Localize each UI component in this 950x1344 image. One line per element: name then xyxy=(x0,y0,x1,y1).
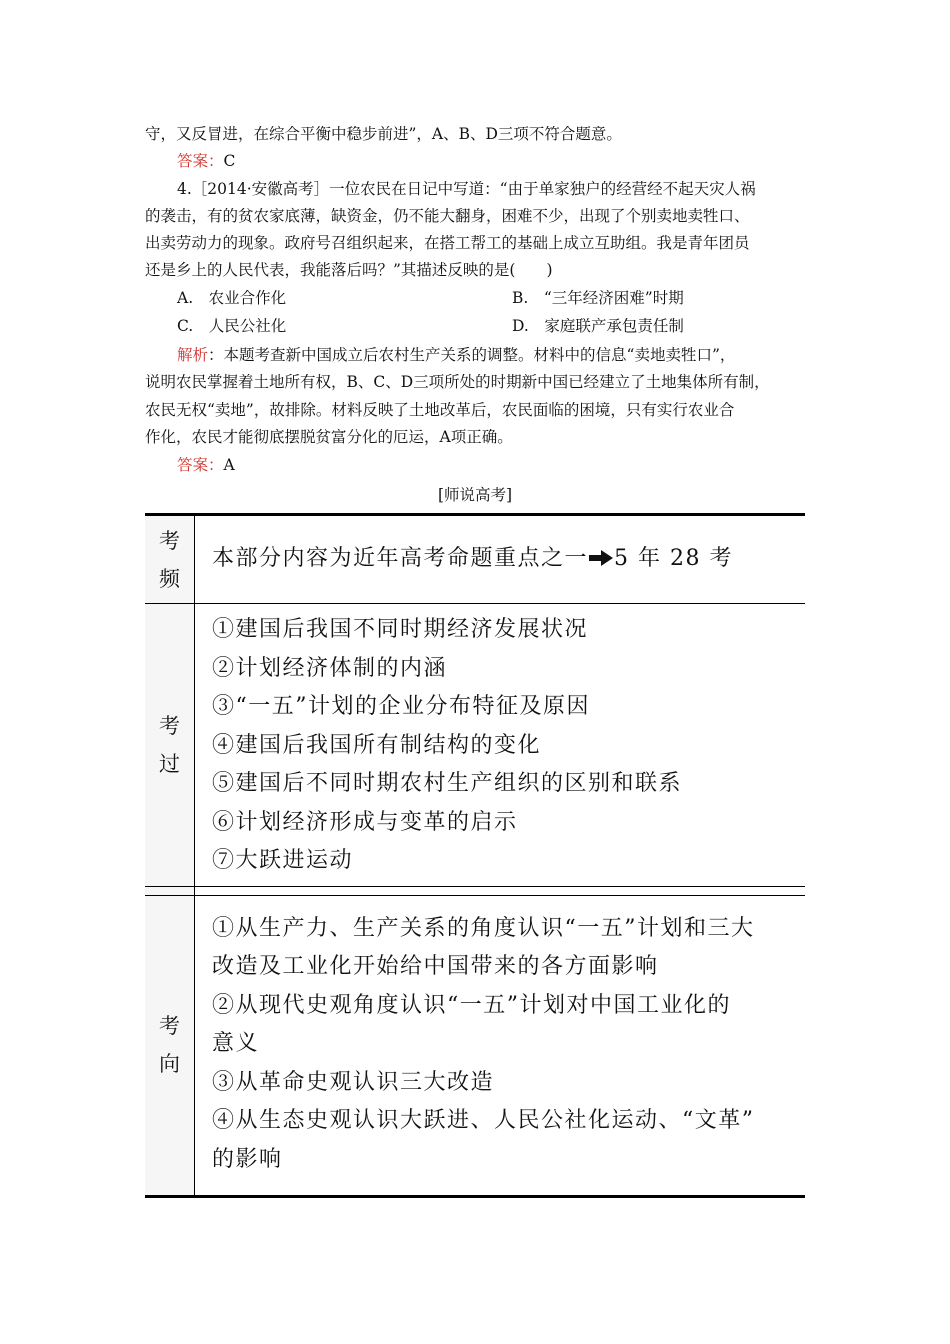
future-row xyxy=(145,895,805,1197)
answer-label: 答案： xyxy=(177,456,224,474)
frequency-content: 本部分内容为近年高考命题重点之一 5 年 28 考 xyxy=(195,515,806,604)
future-line: ②从现代史观角度认识“一五”计划对中国工业化的 xyxy=(212,992,731,1018)
question-line: 4.［2014·安徽高考］一位农民在日记中写道：“由于单家独户的经营经不起天灾人祸 xyxy=(177,180,756,198)
exam-info-table xyxy=(145,513,805,1198)
past-row xyxy=(145,604,805,887)
table-gap xyxy=(145,886,805,895)
option-c: C. 人民公社化 xyxy=(177,317,287,335)
future-line: ①从生产力、生产关系的角度认识“一五”计划和三大 xyxy=(212,915,755,941)
answer-value: C xyxy=(223,152,236,170)
options-row xyxy=(177,288,737,308)
past-label: 考过 xyxy=(145,604,195,887)
options-row xyxy=(177,316,737,336)
answer xyxy=(177,455,837,475)
past-item: ④建国后我国所有制结构的变化 xyxy=(212,732,542,758)
future-line: 的影响 xyxy=(212,1146,283,1172)
answer-value: A xyxy=(223,456,235,474)
future-content xyxy=(195,895,806,1197)
question-line: 还是乡上的人民代表，我能落后吗？”其描述反映的是( ) xyxy=(145,261,553,279)
frequency-row xyxy=(145,515,805,604)
previous-answer xyxy=(177,151,837,171)
answer-label: 答案： xyxy=(177,152,224,170)
past-item: ⑦大跃进运动 xyxy=(212,848,354,873)
past-item: ⑥计划经济形成与变革的启示 xyxy=(212,809,518,835)
future-line: 改造及工业化开始给中国带来的各方面影响 xyxy=(212,954,659,979)
option-a: A. 农业合作化 xyxy=(177,289,287,307)
arrow-right-icon xyxy=(589,550,613,566)
option-b: B. “三年经济困难”时期 xyxy=(512,289,684,307)
future-line: ③从革命史观认识三大改造 xyxy=(212,1069,495,1095)
analysis-label: 解析 xyxy=(177,346,209,364)
past-content xyxy=(195,604,806,887)
past-item: ③“一五”计划的企业分布特征及原因 xyxy=(212,694,590,719)
question-line: 出卖劳动力的现象。政府号召组织起来，在搭工帮工的基础上成立互助组。我是青年团员 xyxy=(145,234,750,252)
question-line: 的袭击，有的贫农家底薄，缺资金，仍不能大翻身，困难不少，出现了个别卖地卖牲口、 xyxy=(145,207,750,225)
future-line: 意义 xyxy=(212,1031,260,1056)
option-d: D. 家庭联产承包责任制 xyxy=(512,317,684,335)
intro-line: 守，又反冒进，在综合平衡中稳步前进”，A、B、D三项不符合题意。 xyxy=(145,125,622,143)
frequency-label: 考频 xyxy=(145,515,195,604)
future-line: ④从生态史观认识大跃进、人民公社化运动、“文革” xyxy=(212,1108,755,1133)
analysis-line: 说明农民掌握着土地所有权，B、C、D三项所处的时期新中国已经建立了土地集体所有制， xyxy=(145,373,770,391)
past-item: ①建国后我国不同时期经济发展状况 xyxy=(212,617,589,642)
section-title: [师说高考] xyxy=(437,486,513,504)
analysis-line: 作化，农民才能彻底摆脱贫富分化的厄运，A项正确。 xyxy=(145,428,513,446)
past-item: ②计划经济体制的内涵 xyxy=(212,655,448,681)
analysis-line: 农民无权“卖地”，故排除。材料反映了土地改革后，农民面临的困境，只有实行农业合 xyxy=(145,401,735,419)
past-item: ⑤建国后不同时期农村生产组织的区别和联系 xyxy=(212,771,683,796)
analysis-line: 解析：本题考查新中国成立后农村生产关系的调整。材料中的信息“卖地卖牲口”， xyxy=(177,346,736,364)
future-label: 考向 xyxy=(145,895,195,1197)
